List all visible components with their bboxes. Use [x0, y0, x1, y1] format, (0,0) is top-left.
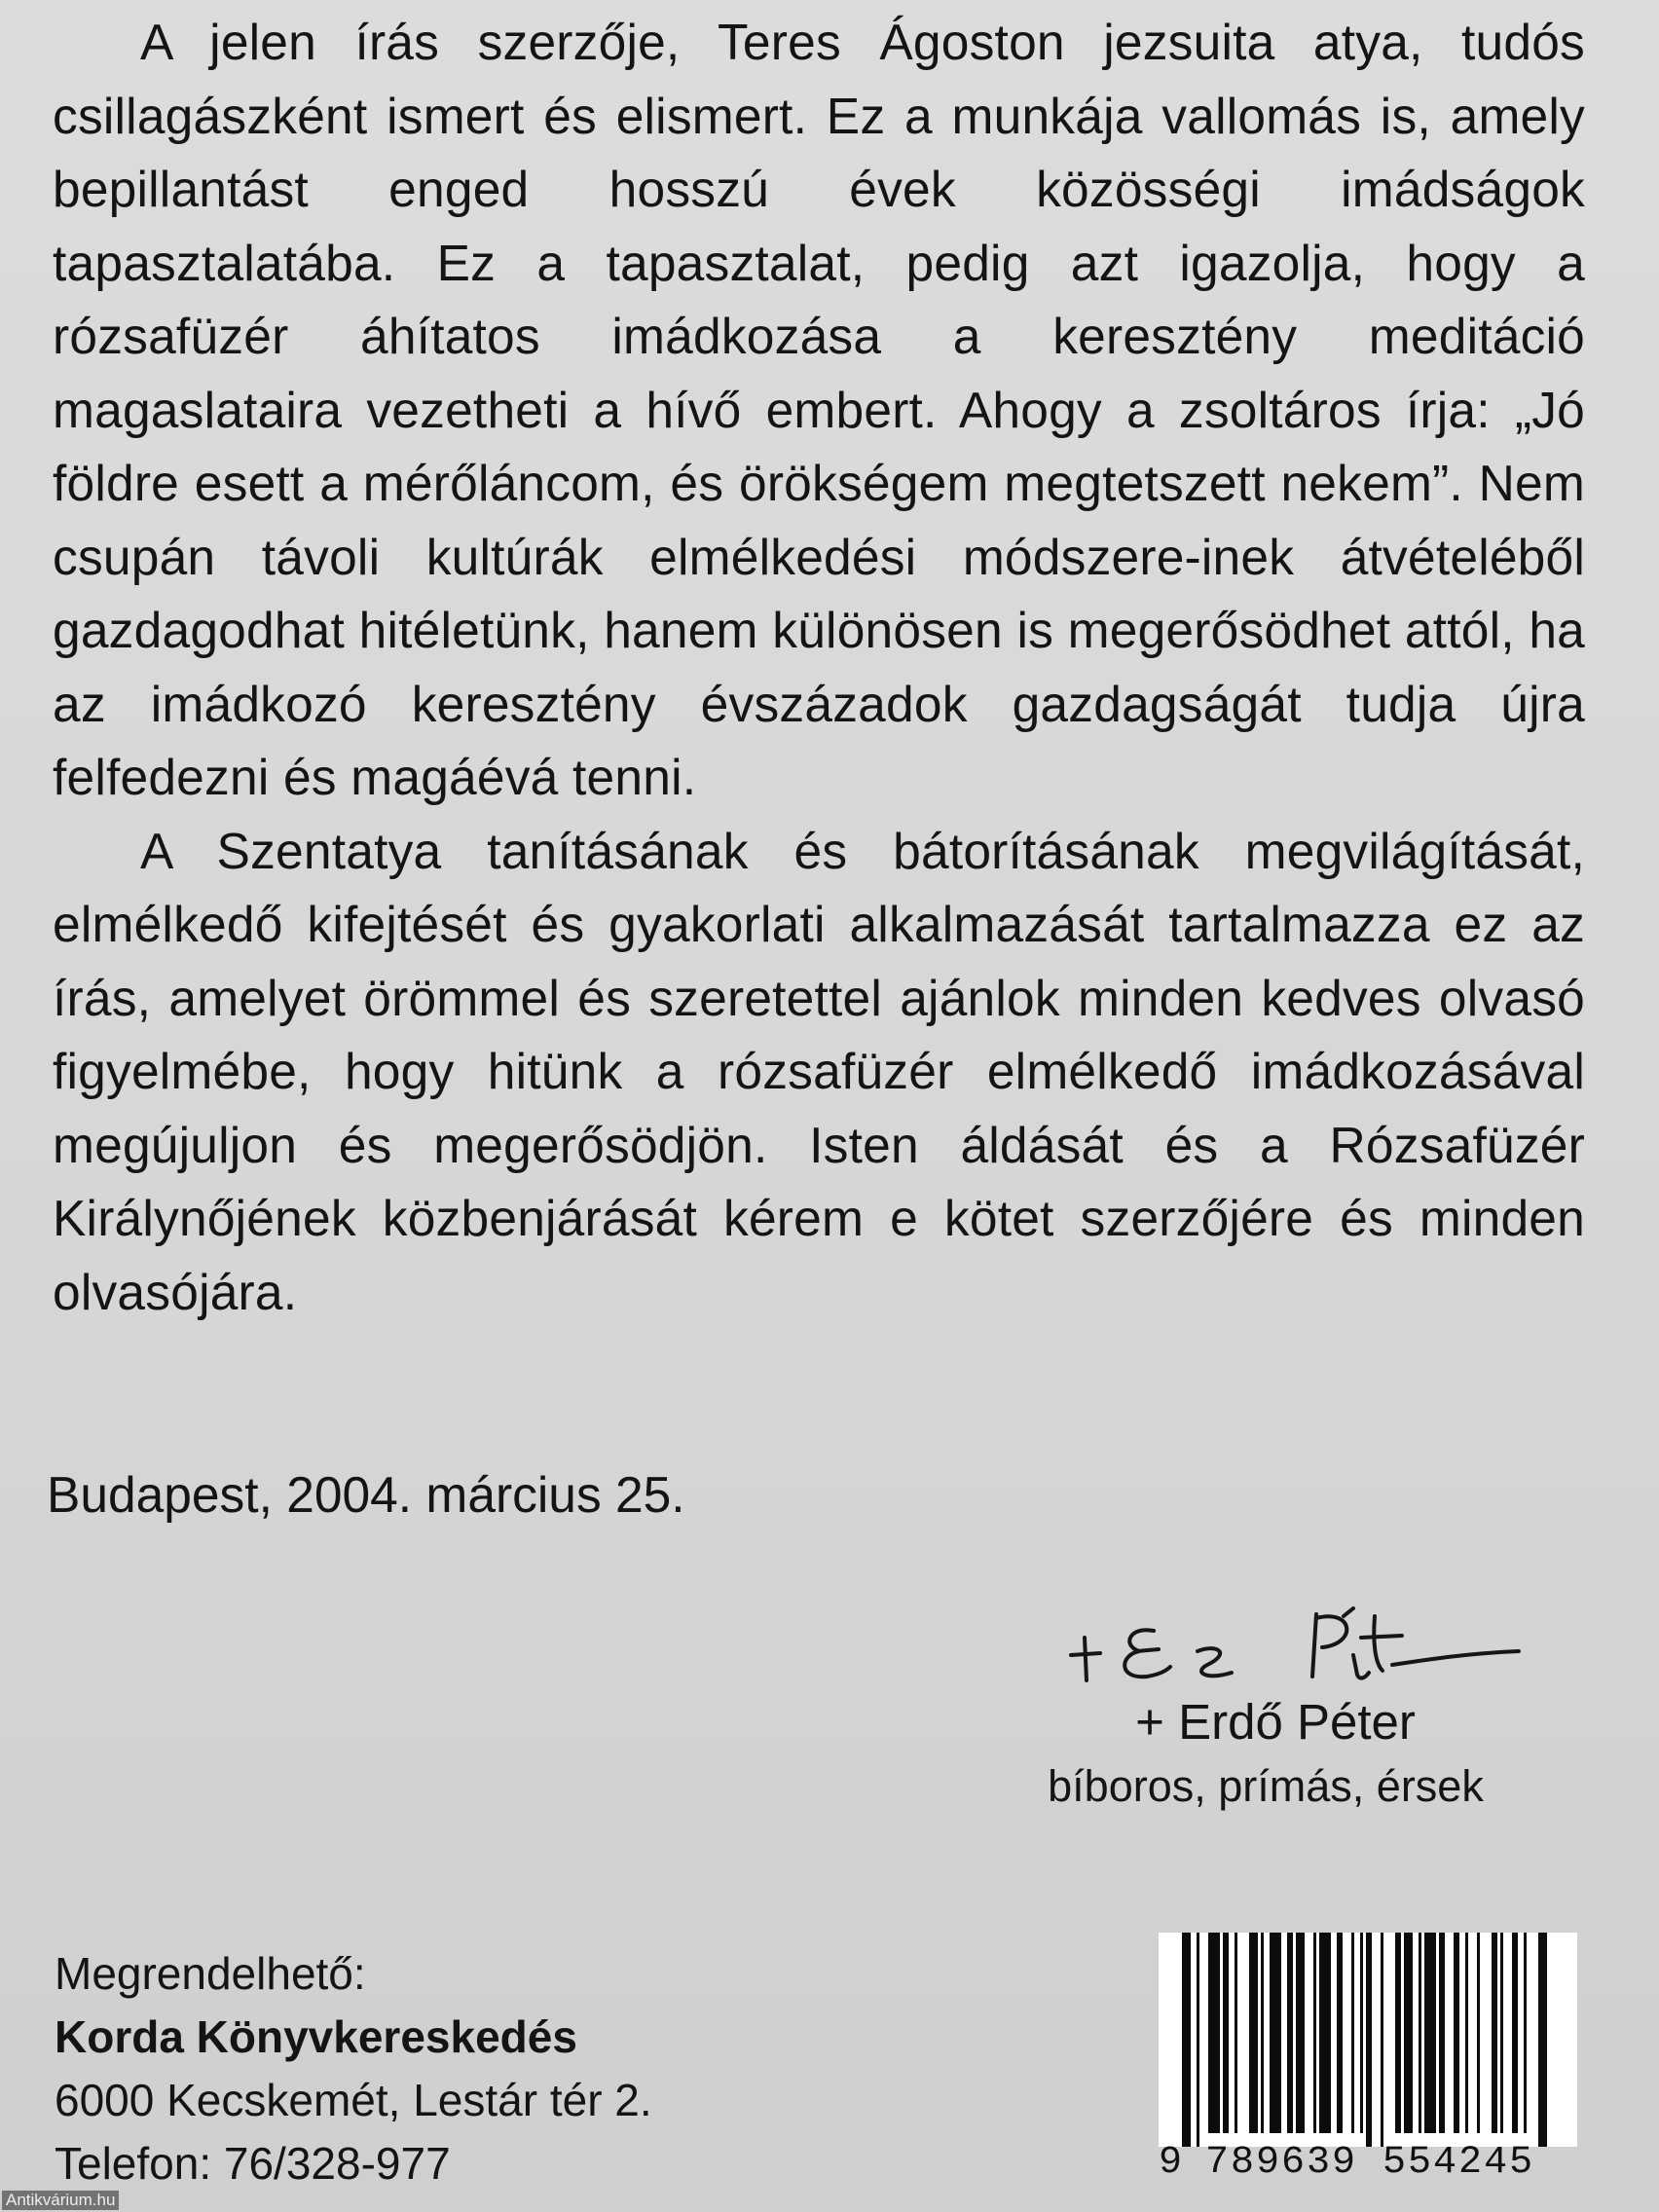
- paragraph-1: A jelen írás szerzője, Teres Ágoston jezsuita atya, tudós csillagászként ismert és elismert. Ez a munkája vallomás is, amely bepillantást enged hosszú évek közösségi imádságok tapasztalatába. Ez a tapasztalat, pedig azt igazolja, hogy a rózsafüzér áhítatos imádkozása a keresztény meditáció magaslataira vezetheti a hívő embert. Ahogy a zsoltáros írja: „Jó földre esett a mérőláncom, és örökségem megtetszett nekem”. Nem csupán távoli kultúrák elmélkedési módszere-inek átvételéből gazdagodhat hitéletünk, hanem különösen is megerősödhet attól, ha az imádkozó keresztény évszázadok gazdagságát tudja újra felfedezni és magáévá tenni.: [53, 14, 1585, 805]
- barcode-bar: [1524, 1933, 1527, 2133]
- barcode-bar: [1182, 1933, 1191, 2147]
- shop-phone: Telefon: 76/328-977: [55, 2138, 451, 2189]
- barcode-bar: [1337, 1933, 1343, 2133]
- barcode-bar: [1454, 1933, 1459, 2133]
- signer-title: bíboros, prímás, érsek: [1048, 1761, 1484, 1811]
- barcode-bar: [1419, 1933, 1421, 2133]
- barcode-bar: [1477, 1933, 1480, 2133]
- signer-name: + Erdő Péter: [1135, 1694, 1416, 1750]
- barcode-bar: [1351, 1933, 1354, 2133]
- barcode-bar: [1512, 1933, 1518, 2133]
- barcode-bar: [1439, 1933, 1445, 2133]
- barcode-bar: [1500, 1933, 1503, 2133]
- barcode-bar: [1235, 1933, 1237, 2133]
- barcode-bar: [1319, 1933, 1331, 2133]
- barcode-lead-digit: 9: [1159, 2141, 1185, 2185]
- signer-block: [974, 1689, 1558, 1818]
- barcode-bar: [1249, 1933, 1258, 2133]
- barcode-bar: [1223, 1933, 1229, 2133]
- barcode-bar: [1287, 1933, 1293, 2133]
- barcode-bar: [1465, 1933, 1468, 2133]
- barcode-bar: [1404, 1933, 1413, 2133]
- barcode-bar: [1366, 1933, 1372, 2147]
- barcode-bars: [1159, 1933, 1577, 2147]
- barcode-bar: [1261, 1933, 1264, 2133]
- handwritten-signature: [1061, 1587, 1529, 1704]
- barcode-bar: [1538, 1933, 1547, 2147]
- barcode-bar: [1360, 1933, 1363, 2133]
- order-label: Megrendelhető:: [55, 1948, 366, 1999]
- isbn-barcode: [1159, 1933, 1577, 2195]
- barcode-bar: [1424, 1933, 1436, 2133]
- watermark: Antikvárium.hu: [2, 2191, 119, 2210]
- barcode-group-2: 554245: [1382, 2141, 1535, 2185]
- foreword-text: [53, 6, 1585, 1329]
- signature-drawing: [1061, 1587, 1529, 1704]
- barcode-bar: [1296, 1933, 1305, 2133]
- barcode-bar: [1492, 1933, 1497, 2133]
- barcode-bar: [1208, 1933, 1220, 2133]
- shop-name: Korda Könyvkereskedés: [55, 2011, 577, 2062]
- barcode-digits: [1159, 2139, 1577, 2188]
- barcode-bar: [1313, 1933, 1316, 2133]
- barcode-bar: [1381, 1933, 1383, 2147]
- order-info: [55, 1942, 652, 2195]
- shop-address: 6000 Kecskemét, Lestár tér 2.: [55, 2075, 652, 2125]
- paragraph-2: A Szentatya tanításának és bátorításának megvilágítását, elmélkedő kifejtését és gyakorlati alkalmazását tartalmazza ez az írás, amelyet örömmel és szeretettel ajánlok minden kedves olvasó figyelmébe, hogy hitünk a rózsafüzér elmélkedő imádkozásával megújuljon és megerősödjön. Isten áldását és a Rózsafüzér Királynőjének közbenjárását kérem e kötet szerzőjére és minden olvasójára.: [53, 822, 1585, 1320]
- barcode-group-1: 789639: [1205, 2141, 1358, 2185]
- place-and-date: Budapest, 2004. március 25.: [47, 1466, 685, 1523]
- barcode-bar: [1395, 1933, 1401, 2133]
- barcode-bar: [1197, 1933, 1199, 2147]
- barcode-bar: [1270, 1933, 1281, 2133]
